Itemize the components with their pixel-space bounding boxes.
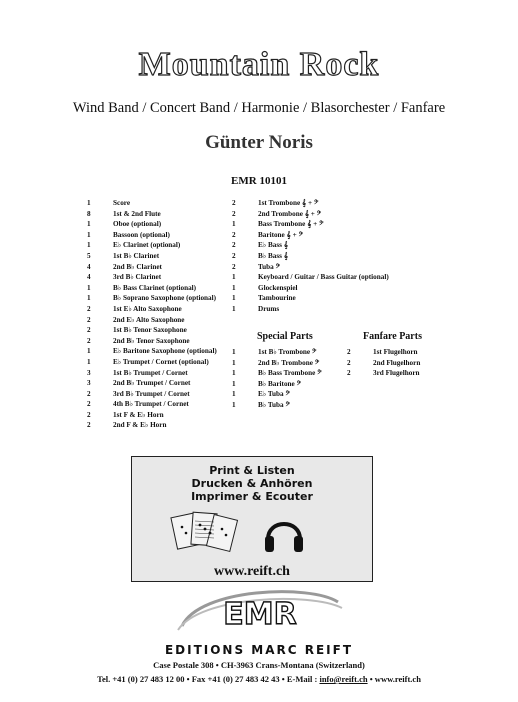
part-row	[232, 262, 389, 273]
page-title: Mountain Rock	[138, 46, 380, 83]
part-name: 1st Flugelhorn	[373, 348, 418, 356]
part-quantity: 3	[87, 368, 91, 377]
part-quantity: 8	[87, 209, 91, 218]
print-listen-box	[131, 456, 373, 582]
promo-line-1: Print & Listen	[209, 464, 295, 477]
sheet-music-icon	[170, 507, 240, 559]
part-quantity: 1	[87, 241, 91, 250]
part-row	[347, 368, 420, 379]
part-row	[87, 357, 217, 368]
part-quantity: 1	[87, 283, 91, 292]
part-quantity: 2	[87, 400, 91, 409]
part-quantity: 2	[347, 369, 351, 378]
part-name: B♭ Soprano Saxophone (optional)	[113, 294, 217, 303]
composer-name: Günter Noris	[205, 132, 313, 153]
part-row	[87, 389, 217, 400]
contact-website: • www.reift.ch	[367, 674, 421, 684]
part-name: 4th B♭ Trumpet / Cornet	[113, 400, 189, 409]
part-row	[87, 219, 217, 230]
publisher-name: EDITIONS MARC REIFT	[164, 643, 354, 657]
part-name: 2nd Flugelhorn	[373, 358, 421, 367]
part-row	[87, 346, 217, 357]
part-name: Oboe (optional)	[113, 220, 162, 229]
part-name: 2nd B♭ Trumpet / Cornet	[113, 379, 191, 388]
part-quantity: 2	[87, 410, 91, 419]
headphones-icon	[262, 509, 306, 557]
part-quantity: 1	[232, 304, 236, 313]
part-quantity: 2	[87, 304, 91, 313]
part-row	[232, 251, 389, 262]
part-row	[232, 219, 389, 230]
part-quantity: 2	[232, 209, 236, 218]
part-quantity: 2	[232, 251, 236, 260]
part-quantity: 2	[87, 336, 91, 345]
part-name: 1st E♭ Alto Saxophone	[113, 304, 182, 313]
part-quantity: 1	[87, 347, 91, 356]
part-name: Drums	[258, 304, 280, 313]
catalog-number: EMR 10101	[231, 175, 287, 187]
part-row	[232, 400, 322, 411]
part-quantity: 1	[232, 294, 236, 303]
part-row	[87, 368, 217, 379]
part-row	[232, 209, 389, 220]
part-row	[87, 336, 217, 347]
part-name: 1st & 2nd Flute	[113, 209, 161, 218]
part-row	[87, 209, 217, 220]
part-row	[87, 240, 217, 251]
part-quantity: 2	[87, 326, 91, 335]
part-row	[87, 251, 217, 262]
parts-list-left	[87, 198, 217, 431]
part-quantity: 1	[232, 400, 236, 409]
part-row	[232, 272, 389, 283]
part-row	[87, 304, 217, 315]
part-name: E♭ Clarinet (optional)	[113, 241, 181, 250]
part-row	[87, 410, 217, 421]
part-name: 2nd B♭ Clarinet	[113, 262, 162, 271]
parts-list-right	[232, 198, 389, 315]
part-quantity: 4	[87, 273, 91, 282]
part-name: B♭ Bass Trombone 𝄢	[258, 369, 322, 378]
subtitle: Wind Band / Concert Band / Harmonie / Blasorchester / Fanfare	[72, 100, 446, 116]
part-row	[347, 358, 420, 369]
part-quantity: 2	[87, 389, 91, 398]
emr-logo	[160, 582, 360, 642]
website-link[interactable]: www.reift.ch	[214, 564, 290, 579]
part-name: 1st Trombone 𝄞 + 𝄢	[258, 199, 319, 207]
part-name: 3rd B♭ Clarinet	[113, 273, 162, 282]
part-name: Glockenspiel	[258, 283, 298, 292]
part-row	[232, 198, 389, 209]
part-row	[232, 283, 389, 294]
part-row	[87, 378, 217, 389]
part-quantity: 5	[87, 251, 91, 260]
promo-line-2: Drucken & Anhören	[191, 477, 313, 490]
part-row	[87, 325, 217, 336]
part-quantity: 1	[232, 283, 236, 292]
part-row	[232, 304, 389, 315]
part-row	[347, 347, 420, 358]
part-row	[87, 283, 217, 294]
part-name: 1st B♭ Trombone 𝄢	[258, 348, 317, 356]
part-row	[232, 293, 389, 304]
part-name: E♭ Tuba 𝄢	[258, 390, 290, 399]
part-row	[87, 272, 217, 283]
part-row	[232, 347, 322, 358]
part-quantity: 1	[87, 294, 91, 303]
part-quantity: 1	[232, 348, 236, 356]
part-name: 1st F & E♭ Horn	[113, 410, 164, 419]
part-name: Tuba 𝄢	[258, 262, 281, 271]
part-quantity: 1	[87, 357, 91, 366]
part-row	[87, 420, 217, 431]
part-name: E♭ Trumpet / Cornet (optional)	[113, 357, 209, 366]
part-name: Tambourine	[258, 294, 296, 303]
part-name: 2nd E♭ Alto Saxophone	[113, 315, 185, 324]
part-quantity: 2	[232, 262, 236, 271]
part-quantity: 1	[87, 199, 91, 207]
part-name: 1st B♭ Tenor Saxophone	[113, 326, 187, 335]
part-row	[232, 379, 322, 390]
part-row	[232, 240, 389, 251]
special-parts-heading: Special Parts	[257, 331, 313, 342]
part-quantity: 4	[87, 262, 91, 271]
part-quantity: 1	[232, 273, 236, 282]
part-quantity: 2	[347, 348, 351, 356]
part-name: 2nd B♭ Trombone 𝄢	[258, 358, 320, 367]
part-row	[232, 389, 322, 400]
part-quantity: 2	[232, 199, 236, 207]
part-name: B♭ Tuba 𝄢	[258, 400, 290, 409]
part-name: 1st B♭ Trumpet / Cornet	[113, 368, 188, 377]
part-quantity: 1	[232, 358, 236, 367]
part-row	[87, 262, 217, 273]
part-quantity: 3	[87, 379, 91, 388]
part-name: Bass Trombone 𝄞 + 𝄢	[258, 220, 324, 229]
part-name: B♭ Baritone 𝄢	[258, 379, 302, 388]
part-name: 1st B♭ Clarinet	[113, 251, 160, 260]
part-name: 2nd B♭ Tenor Saxophone	[113, 336, 190, 345]
part-quantity: 2	[87, 315, 91, 324]
part-row	[232, 368, 322, 379]
part-quantity: 1	[232, 379, 236, 388]
special-parts-list	[232, 347, 322, 411]
part-quantity: 1	[232, 220, 236, 229]
part-row	[87, 293, 217, 304]
part-name: Keyboard / Guitar / Bass Guitar (optional)	[258, 273, 389, 282]
contact-phone-fax: Tel. +41 (0) 27 483 12 00 • Fax +41 (0) 27 483 42 43 • E-Mail :	[97, 674, 320, 684]
part-quantity: 1	[87, 230, 91, 239]
publisher-address: Case Postale 308 • CH-3963 Crans-Montana (Switzerland)	[153, 660, 365, 670]
fanfare-parts-heading: Fanfare Parts	[363, 331, 422, 342]
part-name: Bassoon (optional)	[113, 230, 170, 239]
part-row	[87, 198, 217, 209]
part-name: B♭ Bass Clarinet (optional)	[113, 283, 197, 292]
part-name: B♭ Bass 𝄞	[258, 251, 289, 260]
part-name: Score	[113, 199, 131, 207]
part-name: 2nd F & E♭ Horn	[113, 421, 167, 430]
part-row	[87, 399, 217, 410]
part-row	[87, 230, 217, 241]
part-row	[87, 315, 217, 326]
part-name: E♭ Baritone Saxophone (optional)	[113, 347, 217, 356]
part-name: Baritone 𝄞 + 𝄢	[258, 230, 304, 239]
part-quantity: 2	[232, 241, 236, 250]
part-quantity: 2	[87, 421, 91, 430]
contact-email-link[interactable]: info@reift.ch	[319, 674, 368, 684]
part-name: 2nd Trombone 𝄞 + 𝄢	[258, 209, 322, 218]
part-quantity: 2	[347, 358, 351, 367]
part-quantity: 1	[87, 220, 91, 229]
part-row	[232, 230, 389, 241]
part-name: E♭ Bass 𝄞	[258, 241, 289, 250]
part-name: 3rd Flugelhorn	[373, 369, 420, 378]
part-name: 3rd B♭ Trumpet / Cornet	[113, 389, 190, 398]
part-quantity: 1	[232, 369, 236, 378]
part-quantity: 2	[232, 230, 236, 239]
part-row	[232, 358, 322, 369]
fanfare-parts-list	[347, 347, 420, 379]
logo-text: EMR	[223, 597, 297, 632]
part-quantity: 1	[232, 390, 236, 399]
publisher-contact	[0, 674, 518, 684]
promo-line-3: Imprimer & Ecouter	[191, 490, 313, 503]
